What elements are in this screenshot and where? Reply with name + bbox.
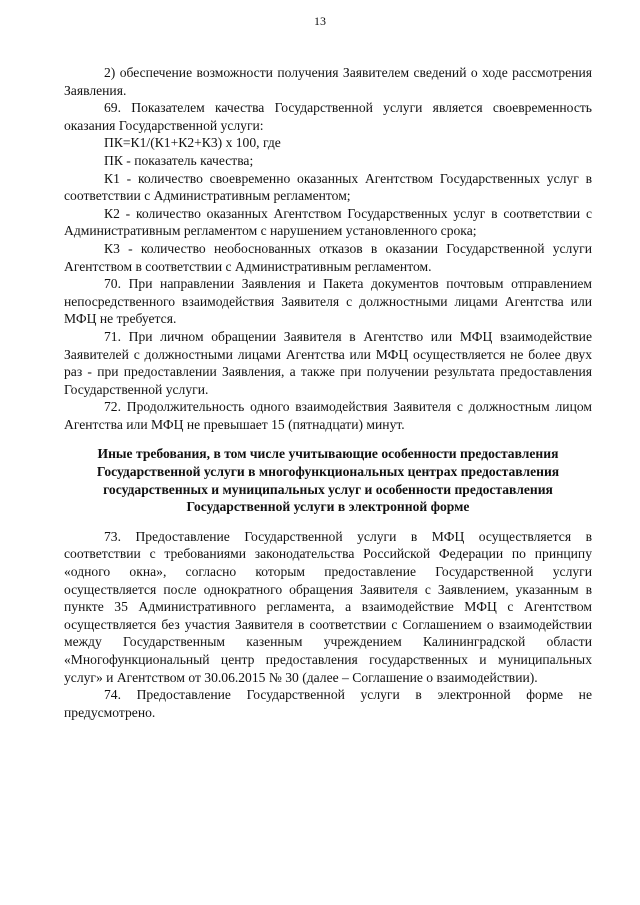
quality-formula: ПК=К1/(К1+К2+К3) х 100, где	[104, 135, 281, 151]
definition-k3: К3 - количество необоснованных отказов в оказании Государственной услуги Агентством в соответствии с Административным регламентом.	[64, 240, 592, 274]
paragraph-71: 71. При личном обращении Заявителя в Агентство или МФЦ взаимодействие Заявителей с должностными лицами Агентства или МФЦ осуществляется не более двух раз - при предоставлении Заявления, а также при получении результата предоставления Государственной услуги.	[64, 328, 592, 397]
paragraph-72: 72. Продолжительность одного взаимодействия Заявителя с должностным лицом Агентства или МФЦ не превышает 15 (пятнадцати) минут.	[64, 399, 592, 432]
paragraph-73: 73. Предоставление Государственной услуги в МФЦ осуществляется в соответствии с требованиями законодательства Российской Федерации по принципу «одного окна», согласно которым предоставление Государственной услуги осуществляется после однократного обращения Заявителя с Заявлением, указанным в пункте 35 Административного регламента, а взаимодействие МФЦ с Агентством осуществляется без участия Заявителя в соответствии с Соглашением о взаимодействии между Государственным казенным учреждением Калининградской области «Многофункциональный центр предоставления государственных и муниципальных услуг» и Агентством от 30.06.2015 № 30 (далее – Соглашение о взаимодействии).	[64, 528, 592, 685]
definition-pk: ПК - показатель качества;	[104, 152, 254, 168]
document-body	[64, 64, 592, 721]
section-heading: Иные требования, в том числе учитывающие особенности предоставления Государственной услуги в многофункциональных центрах предоставления государственных и муниципальных услуг и особенности предоставления Государственной услуги в электронной форме	[96, 446, 560, 515]
definition-k1: К1 - количество своевременно оказанных Агентством Государственных услуг в соответствии с Административным регламентом;	[64, 170, 592, 204]
paragraph-item-2: 2) обеспечение возможности получения Заявителем сведений о ходе рассмотрения Заявления.	[64, 65, 592, 98]
paragraph-69: 69. Показателем качества Государственной услуги является своевременность оказания Государственной услуги:	[64, 100, 592, 133]
page-number: 13	[314, 14, 326, 28]
paragraph-74: 74. Предоставление Государственной услуги в электронной форме не предусмотрено.	[64, 687, 592, 720]
paragraph-70: 70. При направлении Заявления и Пакета документов почтовым отправлением непосредственного взаимодействия Заявителя с должностными лицами Агентства или МФЦ не требуется.	[64, 276, 592, 327]
definition-k2: К2 - количество оказанных Агентством Государственных услуг в соответствии с Административным регламентом с нарушением установленного срока;	[64, 205, 592, 239]
